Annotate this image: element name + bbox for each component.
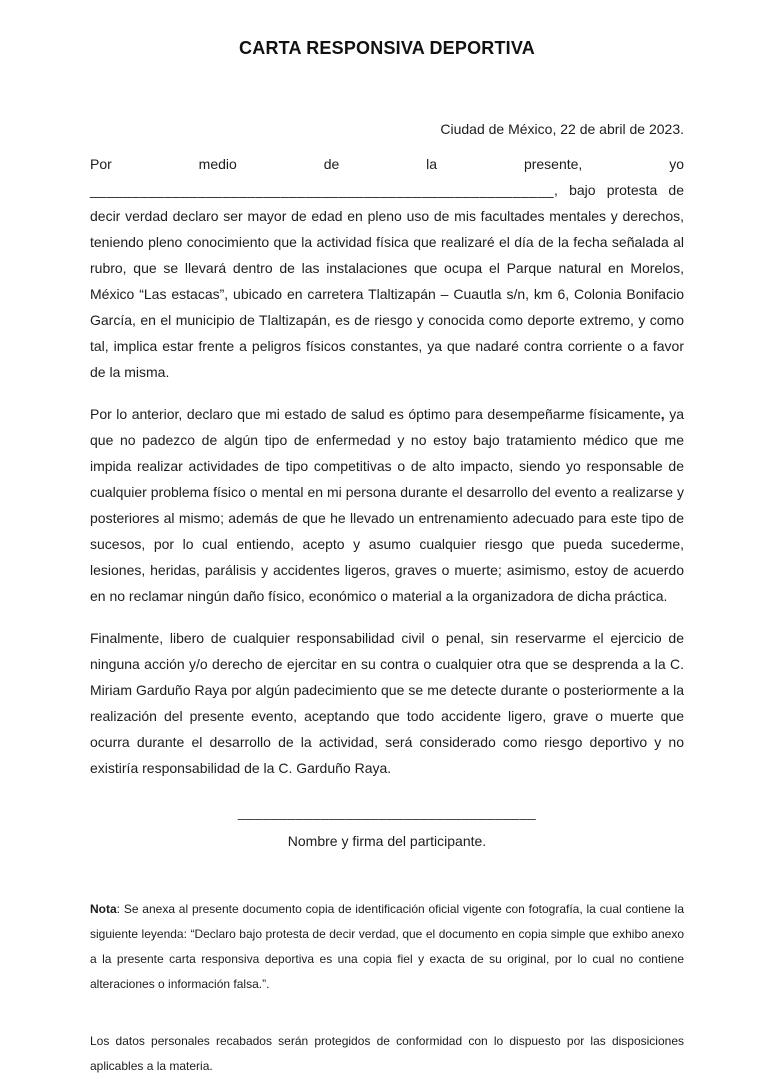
date-line: Ciudad de México, 22 de abril de 2023. [440, 121, 684, 137]
paragraph-health-after-comma: ya que no padezco de algún tipo de enfermedad y no estoy bajo tratamiento médico que me impida realizar actividades de tipo competitivas o de alto impacto, siendo yo responsable de cualquier problema físico o mental en mi persona durante el desarrollo del evento a realizarse y posteriores al mismo; además de que he llevado un entrenamiento adecuado para este tipo de sucesos, por lo cual entiendo, acepto y asumo cualquier riesgo que pueda sucederme, lesiones, heridas, parálisis y accidentes ligeros, graves o muerte; asimismo, estoy de acuerdo en no reclamar ningún daño físico, económico o material a la organizadora de dicha práctica. [90, 406, 684, 604]
signature-label: Nombre y firma del participante. [287, 833, 487, 849]
note-text: : Se anexa al presente documento copia de identificación oficial vigente con fotografía, la cual contiene la siguiente leyenda: “Declaro bajo protesta de decir verdad, que el documento en copia simple que exhibo anexo a la presente carta responsiva deportiva es una copia fiel y exacta de su original, por lo cual no contiene alteraciones o información falsa.”. [90, 902, 684, 991]
document-title: CARTA RESPONSIVA DEPORTIVA [239, 38, 535, 58]
paragraph-opening-intro: Por medio de la presente, yo [90, 156, 684, 172]
paragraph-health-declaration [90, 401, 684, 609]
note-paragraph [90, 897, 684, 997]
paragraph-opening [90, 151, 684, 385]
name-blank-line: ________________________________________________________ [90, 182, 555, 198]
privacy-notice: Los datos personales recabados serán protegidos de conformidad con lo dispuesto por las disposiciones aplicables a la materia. [90, 1034, 684, 1073]
signature-line: ____________________________________ [237, 804, 537, 820]
signature-block [90, 801, 684, 851]
note-label: Nota [90, 902, 117, 916]
paragraph-health-before-comma: Por lo anterior, declaro que mi estado de salud es óptimo para desempeñarme físicamente [90, 406, 661, 422]
bold-comma: , [660, 406, 665, 422]
paragraph-opening-rest: , bajo protesta de decir verdad declaro ser mayor de edad en pleno uso de mis facultades mentales y derechos, teniendo pleno conocimiento que la actividad física que realizaré el día de la fecha señalada al rubro, que se llevará dentro de las instalaciones que ocupa el Parque natural en Morelos, México “Las estacas”, ubicado en carretera Tlaltizapán – Cuautla s/n, km 6, Colonia Bonifacio García, en el municipio de Tlaltizapán, es de riesgo y conocida como deporte extremo, y como tal, implica estar frente a peligros físicos constantes, ya que nadaré contra corriente o a favor de la misma. [90, 182, 684, 380]
paragraph-liability-release: Finalmente, libero de cualquier responsabilidad civil o penal, sin reservarme el ejercicio de ninguna acción y/o derecho de ejercitar en su contra o cualquier otra que se desprenda a la C. Miriam Garduño Raya por algún padecimiento que se me detecte durante o posteriormente a la realización del presente evento, aceptando que todo accidente ligero, grave o muerte que ocurra durante el desarrollo de la actividad, será considerado como riesgo deportivo y no existiría responsabilidad de la C. Garduño Raya. [90, 630, 684, 776]
